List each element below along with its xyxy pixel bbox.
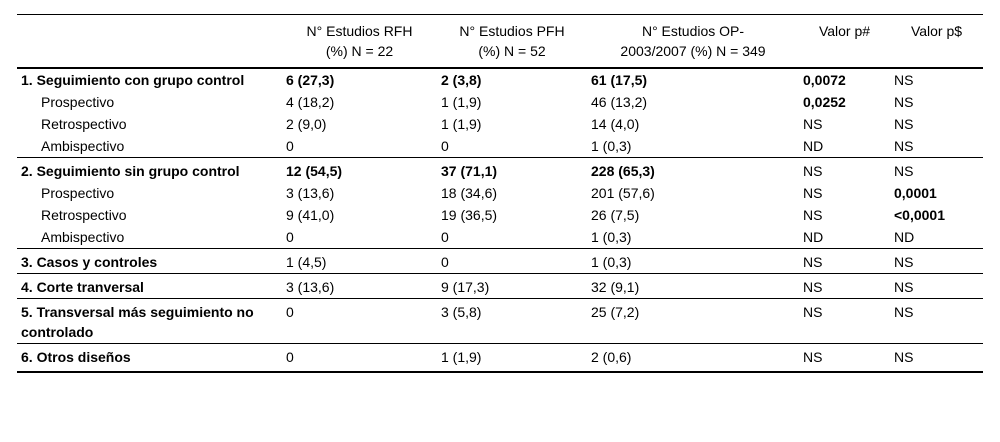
table-row [17,226,983,249]
cell-p-hash: NS [803,279,823,295]
cell-p-dollar: NS [894,254,914,270]
row-label: 6. Otros diseños [21,349,131,365]
row-label: Prospectivo [41,94,115,110]
cell-pfh: 0 [441,138,449,154]
cell-rfh: 0 [286,229,294,245]
header-rfh [282,15,437,69]
cell-p-hash: ND [803,138,824,154]
cell-p-dollar: NS [894,279,914,295]
cell-p-dollar: NS [894,138,914,154]
table-row [17,68,983,91]
cell-p-hash: NS [803,349,823,365]
cell-p-dollar: NS [894,163,914,179]
cell-p-dollar: NS [894,72,914,88]
header-p-hash: Valor p# [818,23,871,39]
table-row [17,135,983,158]
header-pfh [437,15,587,69]
cell-rfh: 3 (13,6) [286,185,335,201]
cell-p-hash: NS [803,116,823,132]
cell-op: 228 (65,3) [591,163,655,179]
header-op-line2: 2003/2007 (%) N = 349 [620,43,766,59]
header-pfh-line1: N° Estudios PFH [459,23,565,39]
study-design-table-container [17,14,983,373]
cell-pfh: 18 (34,6) [441,185,498,201]
cell-op: 2 (0,6) [591,349,632,365]
cell-p-hash: 0,0072 [803,72,846,88]
cell-p-dollar: ND [894,229,915,245]
cell-op: 32 (9,1) [591,279,640,295]
header-op [587,15,799,69]
row-label: 5. Transversal más seguimiento no controlado [21,304,254,340]
table-row [17,274,983,299]
header-rfh-line1: N° Estudios RFH [306,23,413,39]
cell-rfh: 2 (9,0) [286,116,327,132]
cell-p-dollar: NS [894,116,914,132]
cell-pfh: 9 (17,3) [441,279,490,295]
cell-pfh: 1 (1,9) [441,116,482,132]
cell-p-dollar: <0,0001 [894,207,945,223]
cell-p-dollar: NS [894,304,914,320]
cell-rfh: 0 [286,138,294,154]
cell-pfh: 3 (5,8) [441,304,482,320]
row-label: Retrospectivo [41,207,127,223]
header-rfh-line2: (%) N = 22 [325,43,394,59]
cell-pfh: 1 (1,9) [441,349,482,365]
cell-op: 25 (7,2) [591,304,640,320]
header-p-dollar: Valor p$ [910,23,963,39]
cell-op: 1 (0,3) [591,254,632,270]
cell-rfh: 9 (41,0) [286,207,335,223]
cell-pfh: 37 (71,1) [441,163,498,179]
cell-op: 1 (0,3) [591,138,632,154]
cell-op: 46 (13,2) [591,94,648,110]
table-row [17,182,983,204]
cell-rfh: 12 (54,5) [286,163,343,179]
cell-p-hash: ND [803,229,824,245]
cell-p-hash: NS [803,185,823,201]
table-row [17,299,983,344]
cell-op: 26 (7,5) [591,207,640,223]
table-row [17,249,983,274]
cell-rfh: 6 (27,3) [286,72,335,88]
row-label: Retrospectivo [41,116,127,132]
row-label: Ambispectivo [41,229,125,245]
cell-p-dollar: 0,0001 [894,185,937,201]
cell-pfh: 0 [441,229,449,245]
cell-p-hash: NS [803,254,823,270]
table-row [17,344,983,373]
cell-rfh: 4 (18,2) [286,94,335,110]
table-row [17,158,983,183]
cell-rfh: 0 [286,349,294,365]
header-pfh-line2: (%) N = 52 [478,43,546,59]
row-label: 4. Corte tranversal [21,279,144,295]
cell-rfh: 3 (13,6) [286,279,335,295]
table-row [17,204,983,226]
table-header-row [17,15,983,69]
row-label: 2. Seguimiento sin grupo control [21,163,240,179]
cell-p-dollar: NS [894,349,914,365]
study-design-table [17,14,983,373]
table-row [17,91,983,113]
table-row [17,113,983,135]
cell-op: 14 (4,0) [591,116,640,132]
header-design [17,15,282,69]
cell-op: 201 (57,6) [591,185,655,201]
cell-op: 1 (0,3) [591,229,632,245]
cell-pfh: 1 (1,9) [441,94,482,110]
row-label: Prospectivo [41,185,115,201]
cell-pfh: 0 [441,254,449,270]
cell-p-hash: NS [803,207,823,223]
row-label: 1. Seguimiento con grupo control [21,72,245,88]
cell-p-hash: NS [803,304,823,320]
cell-rfh: 0 [286,304,294,320]
header-op-line1: N° Estudios OP- [641,23,745,39]
cell-pfh: 2 (3,8) [441,72,482,88]
cell-p-hash: NS [803,163,823,179]
cell-pfh: 19 (36,5) [441,207,498,223]
cell-rfh: 1 (4,5) [286,254,327,270]
cell-p-hash: 0,0252 [803,94,846,110]
cell-op: 61 (17,5) [591,72,648,88]
row-label: 3. Casos y controles [21,254,158,270]
row-label: Ambispectivo [41,138,125,154]
cell-p-dollar: NS [894,94,914,110]
